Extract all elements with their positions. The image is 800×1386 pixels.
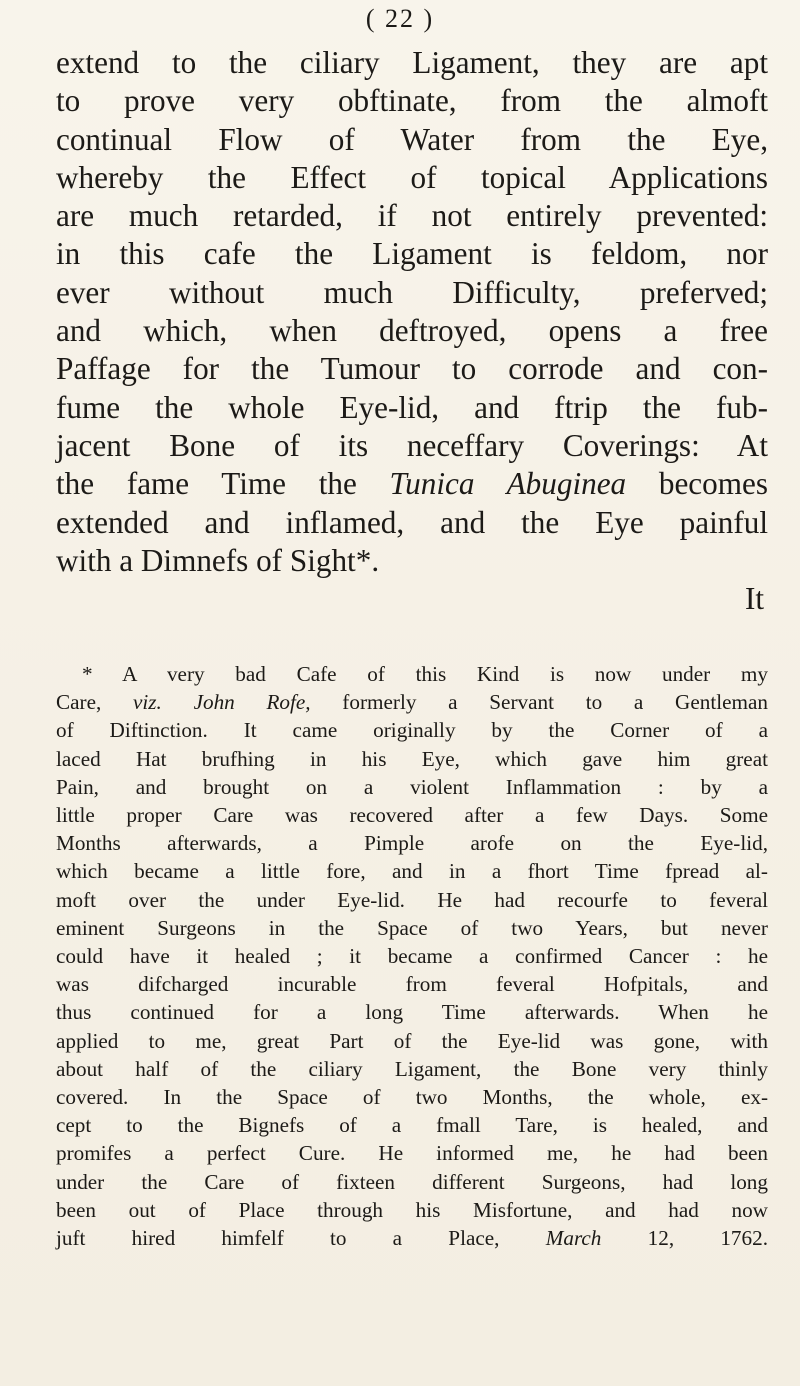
footnote-line: little proper Care was recovered after a few Days. Some bbox=[56, 803, 768, 828]
footnote-line: about half of the ciliary Ligament, the Bone very thinly bbox=[56, 1056, 768, 1081]
text-segment: formerly a Servant to a Gentleman bbox=[310, 690, 768, 715]
footnote-line: * A very bad Cafe of this Kind is now under my bbox=[82, 662, 768, 686]
footnote-line: applied to me, great Part of the Eye-lid was gone, with bbox=[56, 1028, 768, 1053]
footnote-line: under the Care of fixteen different Surgeons, had long bbox=[56, 1169, 768, 1194]
italic-month: March bbox=[545, 1226, 602, 1251]
footnote-line: of Diftinction. It came originally by the Corner of a bbox=[56, 718, 768, 743]
text-line: with a Dimnefs of Sight*. bbox=[56, 542, 380, 578]
footnote-line: was difcharged incurable from feveral Hofpitals, and bbox=[56, 972, 768, 997]
footnote-line: laced Hat brufhing in his Eye, which gave him great bbox=[56, 746, 768, 771]
catchword: It bbox=[744, 581, 764, 617]
text-line: fume the whole Eye-lid, and ftrip the fub- bbox=[56, 389, 768, 425]
footnote-block bbox=[56, 660, 768, 1252]
text-line-with-italic bbox=[56, 465, 768, 503]
footnote-line: covered. In the Space of two Months, the whole, ex- bbox=[56, 1085, 768, 1110]
text-line: whereby the Effect of topical Applications bbox=[56, 159, 768, 195]
footnote-line: eminent Surgeons in the Space of two Years, but never bbox=[56, 915, 768, 940]
text-line: in this cafe the Ligament is feldom, nor bbox=[56, 236, 768, 272]
text-line: extend to the ciliary Ligament, they are apt bbox=[56, 45, 768, 80]
footnote-line: Pain, and brought on a violent Inflammation : by a bbox=[56, 774, 768, 799]
page-number: ( 22 ) bbox=[365, 4, 435, 33]
text-line: jacent Bone of its neceffary Coverings: At bbox=[56, 427, 768, 463]
italic-term: Tunica Abuginea bbox=[389, 466, 627, 502]
footnote-line-with-italic bbox=[56, 1224, 768, 1252]
text-line: Paffage for the Tumour to corrode and con- bbox=[56, 351, 768, 387]
text-segment: the fame Time the bbox=[56, 466, 390, 502]
footnote-line: cept to the Bignefs of a fmall Tare, is healed, and bbox=[56, 1113, 768, 1138]
italic-name: viz. John Rofe, bbox=[133, 690, 311, 715]
footnote-line: moft over the under Eye-lid. He had recourfe to feveral bbox=[56, 887, 768, 912]
text-line: are much retarded, if not entirely prevented: bbox=[56, 198, 768, 234]
footnote-line: could have it healed ; it became a confirmed Cancer : he bbox=[56, 944, 768, 969]
footnote-line-with-italic bbox=[56, 688, 768, 716]
footnote-line: thus continued for a long Time afterwards. When he bbox=[56, 1000, 768, 1025]
text-line: ever without much Difficulty, preferved; bbox=[56, 274, 768, 310]
footnote-line: been out of Place through his Misfortune, and had now bbox=[56, 1197, 768, 1222]
text-line: to prove very obftinate, from the almoft bbox=[56, 83, 768, 119]
footnote-line: promifes a perfect Cure. He informed me, he had been bbox=[56, 1141, 768, 1166]
text-line: extended and inflamed, and the Eye painful bbox=[56, 504, 768, 540]
footnote-line: Months afterwards, a Pimple arofe on the Eye-lid, bbox=[56, 831, 768, 856]
text-segment: 12, 1762. bbox=[601, 1226, 768, 1251]
text-segment: Care, bbox=[56, 690, 134, 715]
text-line: continual Flow of Water from the Eye, bbox=[56, 121, 768, 157]
text-line: and which, when deftroyed, opens a free bbox=[56, 313, 768, 349]
main-text-block bbox=[56, 44, 768, 618]
footnote-line: which became a little fore, and in a fhort Time fpread al- bbox=[56, 859, 768, 884]
text-segment: juft hired himfelf to a Place, bbox=[56, 1226, 546, 1251]
text-segment: becomes bbox=[626, 466, 768, 502]
